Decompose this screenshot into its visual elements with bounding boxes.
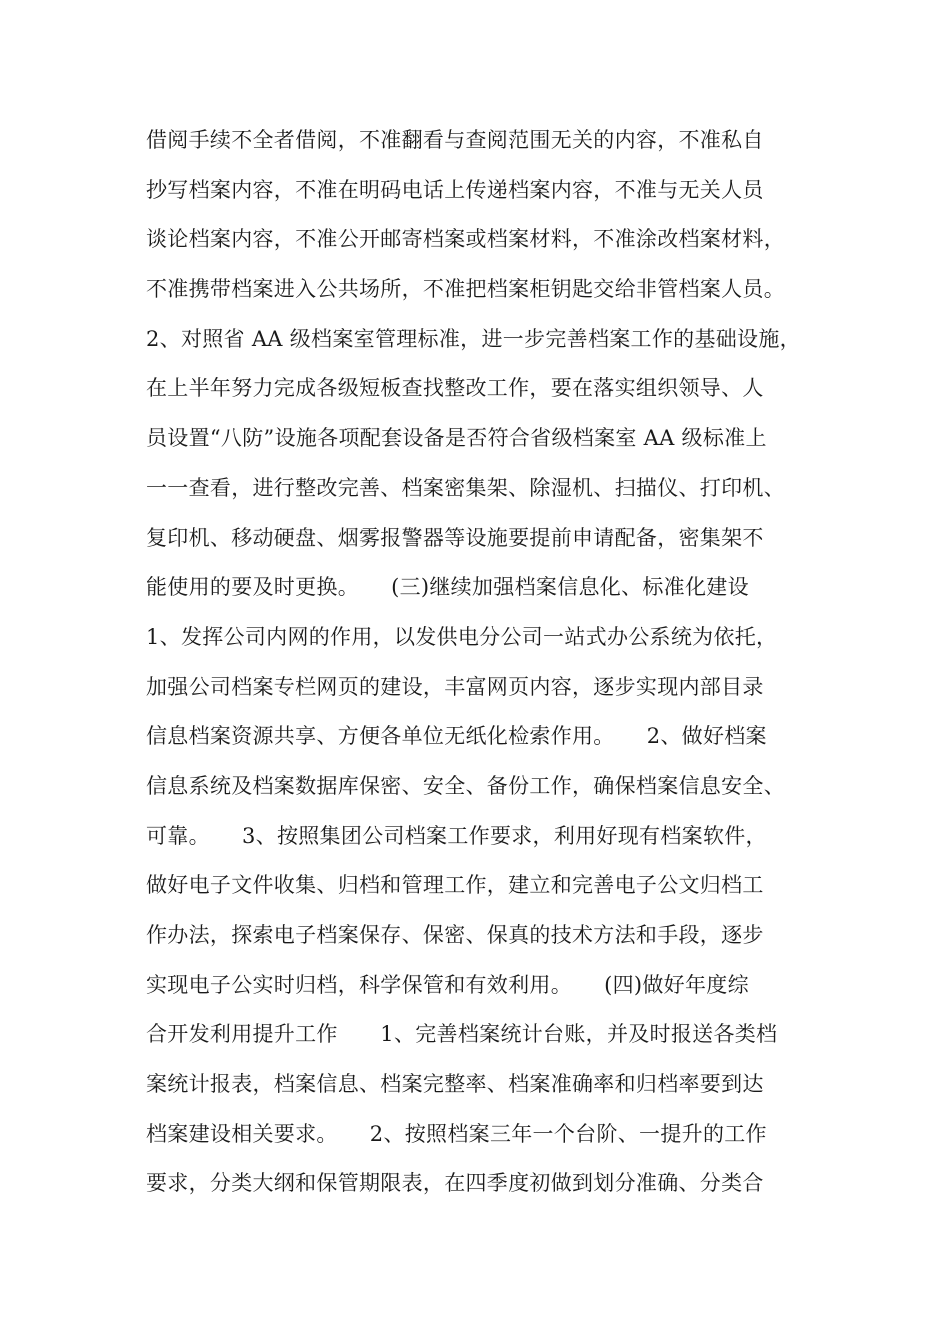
text-line: 信息系统及档案数据库保密、安全、备份工作，确保档案信息安全、 xyxy=(146,773,785,798)
text-line: 合开发利用提升工作 1、完善档案统计台账，并及时报送各类档 xyxy=(146,1022,778,1047)
text-line: 要求，分类大纲和保管期限表，在四季度初做到划分准确、分类合 xyxy=(146,1171,764,1196)
text-line: 谈论档案内容，不准公开邮寄档案或档案材料，不准涂改档案材料， xyxy=(146,227,785,252)
text-line: 1、发挥公司内网的作用，以发供电分公司一站式办公系统为依托， xyxy=(146,624,778,649)
text-line: 做好电子文件收集、归档和管理工作，建立和完善电子公文归档工 xyxy=(146,873,764,898)
text-line: 档案建设相关要求。 2、按照档案三年一个台阶、一提升的工作 xyxy=(146,1121,767,1146)
body-text xyxy=(146,116,846,1209)
text-line: 复印机、移动硬盘、烟雾报警器等设施要提前申请配备，密集架不 xyxy=(146,525,764,550)
text-line: 信息档案资源共享、方便各单位无纸化检索作用。 2、做好档案 xyxy=(146,724,767,749)
text-line: 加强公司档案专栏网页的建设，丰富网页内容，逐步实现内部目录 xyxy=(146,674,764,699)
text-line: 在上半年努力完成各级短板查找整改工作，要在落实组织领导、人 xyxy=(146,376,764,401)
text-line: 员设置“八防”设施各项配套设备是否符合省级档案室 AA 级标准上 xyxy=(146,426,767,451)
text-line: 实现电子公实时归档，科学保管和有效利用。 (四)做好年度综 xyxy=(146,972,749,997)
text-line: 可靠。 3、按照集团公司档案工作要求，利用好现有档案软件， xyxy=(146,823,767,848)
text-line: 作办法，探索电子档案保存、保密、保真的技术方法和手段，逐步 xyxy=(146,923,764,947)
text-line: 能使用的要及时更换。 (三)继续加强档案信息化、标准化建设 xyxy=(146,575,749,600)
text-line: 2、对照省 AA 级档案室管理标准，进一步完善档案工作的基础设施， xyxy=(146,326,801,351)
text-line: 抄写档案内容，不准在明码电话上传递档案内容，不准与无关人员 xyxy=(146,177,764,202)
text-line: 案统计报表，档案信息、档案完整率、档案准确率和归档率要到达 xyxy=(146,1072,764,1097)
text-line: 一一查看，进行整改完善、档案密集架、除湿机、扫描仪、打印机、 xyxy=(146,475,785,500)
text-line: 借阅手续不全者借阅，不准翻看与查阅范围无关的内容，不准私自 xyxy=(146,128,764,152)
text-line: 不准携带档案进入公共场所，不准把档案柜钥匙交给非管档案人员。 xyxy=(146,277,785,302)
